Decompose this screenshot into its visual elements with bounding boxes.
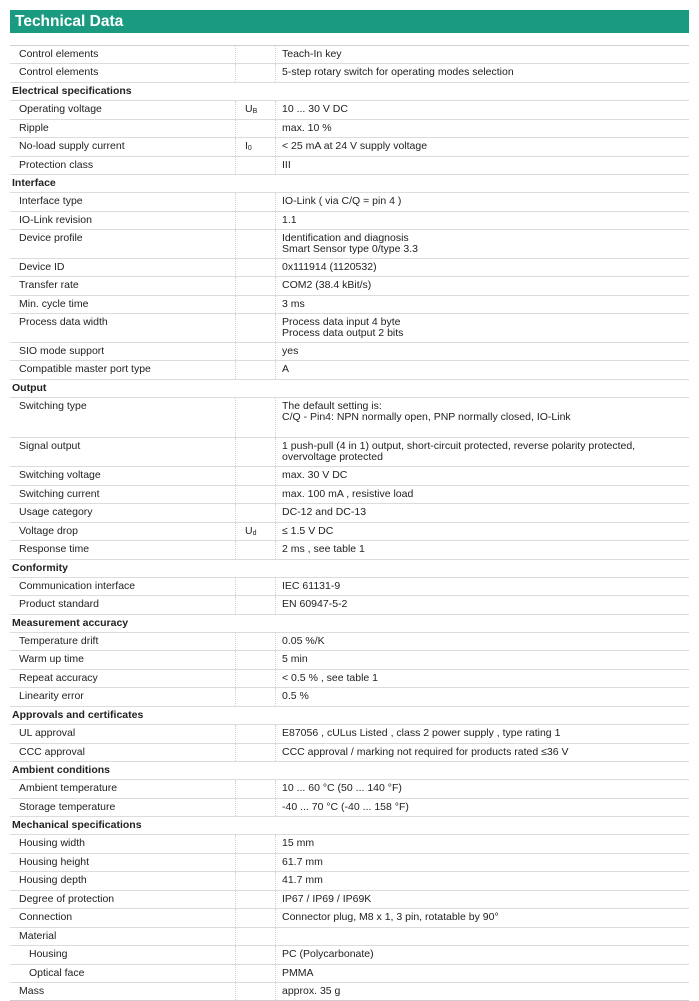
spec-symbol: [236, 138, 276, 156]
spec-value-line: ≤ 1.5 V DC: [282, 525, 334, 537]
spec-row: [10, 296, 689, 314]
spec-symbol: [236, 467, 276, 485]
spec-label: Storage temperature: [10, 799, 236, 816]
spec-value: [276, 725, 689, 743]
spec-label: Material: [10, 928, 236, 945]
section-heading-row: [10, 560, 689, 578]
spec-symbol: [236, 230, 276, 258]
spec-symbol: [236, 101, 276, 119]
spec-row: [10, 651, 689, 670]
spec-row: [10, 780, 689, 799]
spec-value-line: 10 ... 60 °C (50 ... 140 °F): [282, 782, 402, 794]
spec-label: Interface type: [10, 193, 236, 211]
spec-row: [10, 138, 689, 157]
spec-label: SIO mode support: [10, 343, 236, 360]
section-heading-row: [10, 380, 689, 398]
spec-row: [10, 578, 689, 596]
spec-row: [10, 343, 689, 361]
spec-value-line: 0.5 %: [282, 690, 309, 702]
spec-value: [276, 633, 689, 650]
spec-row: [10, 872, 689, 891]
spec-symbol: [236, 835, 276, 853]
section-heading: Mechanical specifications: [12, 819, 142, 831]
section-header-title: Technical Data: [10, 10, 689, 33]
spec-value-line: IEC 61131-9: [282, 580, 341, 592]
spec-value-line: 2 ms , see table 1: [282, 543, 365, 555]
spec-symbol: [236, 799, 276, 816]
spec-value-line: Smart Sensor type 0/type 3.3: [282, 243, 418, 255]
spec-symbol: [236, 523, 276, 540]
spec-value-line: The default setting is:: [282, 400, 382, 412]
spec-value: [276, 928, 689, 945]
spec-symbol: [236, 946, 276, 964]
section-heading-row: [10, 83, 689, 101]
spec-row: [10, 799, 689, 817]
spec-row: [10, 725, 689, 744]
spec-label: Temperature drift: [10, 633, 236, 650]
section-heading: Conformity: [12, 562, 68, 574]
spec-value: [276, 688, 689, 706]
spec-label: Signal output: [10, 438, 236, 466]
spec-value: [276, 983, 689, 1000]
spec-value-line: 1 push-pull (4 in 1) output, short-circuit protected, reverse polarity protected,: [282, 440, 636, 452]
spec-symbol: [236, 157, 276, 174]
spec-row: [10, 486, 689, 504]
section-heading: Approvals and certificates: [12, 709, 144, 721]
spec-symbol: [236, 891, 276, 908]
spec-row: [10, 523, 689, 541]
spec-row: [10, 983, 689, 1000]
spec-value: [276, 651, 689, 669]
spec-label: Housing height: [10, 854, 236, 871]
spec-value-line: E87056 , cULus Listed , class 2 power supply , type rating 1: [282, 727, 561, 739]
spec-symbol: [236, 314, 276, 342]
spec-value-line: PC (Polycarbonate): [282, 948, 374, 960]
section-heading: Ambient conditions: [12, 764, 110, 776]
spec-label: UL approval: [10, 725, 236, 743]
spec-value: [276, 891, 689, 908]
spec-value-line: Process data input 4 byte: [282, 316, 401, 328]
spec-row: [10, 541, 689, 560]
spec-value-line: DC-12 and DC-13: [282, 506, 367, 518]
spec-symbol-main: I: [245, 140, 248, 152]
section-heading-row: [10, 707, 689, 725]
spec-symbol: [236, 670, 276, 687]
spec-symbol: [236, 259, 276, 276]
spec-row: [10, 46, 689, 64]
spec-label: Protection class: [10, 157, 236, 174]
spec-label: Control elements: [10, 64, 236, 82]
spec-value: [276, 64, 689, 82]
spec-symbol: [236, 596, 276, 614]
spec-symbol: [236, 120, 276, 137]
spec-row: [10, 909, 689, 928]
spec-symbol: [236, 46, 276, 63]
spec-value-line: 0.05 %/K: [282, 635, 325, 647]
spec-value: [276, 296, 689, 313]
spec-value: [276, 343, 689, 360]
spec-row: [10, 835, 689, 854]
spec-label: Product standard: [10, 596, 236, 614]
spec-value: [276, 212, 689, 229]
spec-symbol: [236, 688, 276, 706]
spec-value: [276, 157, 689, 174]
spec-value: [276, 467, 689, 485]
section-heading-row: [10, 175, 689, 193]
spec-value: [276, 193, 689, 211]
spec-value: [276, 835, 689, 853]
spec-symbol: [236, 212, 276, 229]
spec-value-line: yes: [282, 345, 299, 357]
spec-label: Transfer rate: [10, 277, 236, 295]
spec-label: Response time: [10, 541, 236, 559]
spec-value-line: 3 ms: [282, 298, 305, 310]
spec-symbol: [236, 398, 276, 437]
spec-symbol: [236, 486, 276, 503]
spec-row: [10, 854, 689, 872]
spec-label: Device ID: [10, 259, 236, 276]
spec-value: [276, 101, 689, 119]
spec-value: [276, 872, 689, 890]
spec-symbol-subscript: B: [252, 108, 258, 115]
spec-symbol: [236, 909, 276, 927]
spec-symbol-subscript: d: [252, 530, 257, 537]
spec-value-line: overvoltage protected: [282, 451, 383, 463]
spec-value-line: 0x111914 (1120532): [282, 261, 377, 273]
spec-value: [276, 120, 689, 137]
spec-value-line: Identification and diagnosis: [282, 232, 409, 244]
spec-label: Control elements: [10, 46, 236, 63]
spec-value-line: COM2 (38.4 kBit/s): [282, 279, 372, 291]
spec-row: [10, 633, 689, 651]
spec-value-line: max. 30 V DC: [282, 469, 348, 481]
spec-label: Optical face: [10, 965, 236, 982]
spec-row: [10, 230, 689, 259]
spec-symbol: [236, 578, 276, 595]
spec-label: CCC approval: [10, 744, 236, 761]
spec-value-line: A: [282, 363, 290, 375]
spec-value: [276, 744, 689, 761]
spec-symbol: [236, 343, 276, 360]
spec-label: Communication interface: [10, 578, 236, 595]
spec-row: [10, 157, 689, 175]
spec-value-line: PMMA: [282, 967, 314, 979]
spec-value: [276, 541, 689, 559]
spec-row: [10, 314, 689, 343]
spec-value: [276, 854, 689, 871]
spec-label: Repeat accuracy: [10, 670, 236, 687]
spec-label: Compatible master port type: [10, 361, 236, 379]
section-heading: Output: [12, 382, 47, 394]
spec-row: [10, 438, 689, 467]
spec-value-line: approx. 35 g: [282, 985, 341, 997]
spec-symbol: [236, 854, 276, 871]
spec-value-line: IP67 / IP69 / IP69K: [282, 893, 372, 905]
spec-symbol: [236, 277, 276, 295]
spec-symbol: [236, 744, 276, 761]
spec-value-line: 1.1: [282, 214, 297, 226]
spec-value: [276, 398, 689, 437]
spec-label: Process data width: [10, 314, 236, 342]
spec-label: Switching type: [10, 398, 236, 437]
spec-value: [276, 504, 689, 522]
spec-symbol: [236, 780, 276, 798]
spec-value-line: max. 100 mA , resistive load: [282, 488, 414, 500]
spec-label: Linearity error: [10, 688, 236, 706]
spec-label: Housing width: [10, 835, 236, 853]
spec-value-line: IO-Link ( via C/Q = pin 4 ): [282, 195, 402, 207]
spec-value-line: < 0.5 % , see table 1: [282, 672, 379, 684]
spec-value: [276, 780, 689, 798]
spec-value-line: Process data output 2 bits: [282, 327, 404, 339]
spec-row: [10, 64, 689, 83]
spec-symbol: [236, 296, 276, 313]
spec-symbol: [236, 438, 276, 466]
spec-row: [10, 277, 689, 296]
spec-label: No-load supply current: [10, 138, 236, 156]
spec-symbol: [236, 872, 276, 890]
spec-symbol: [236, 633, 276, 650]
spec-symbol: [236, 193, 276, 211]
spec-row: [10, 670, 689, 688]
spec-label: Usage category: [10, 504, 236, 522]
spec-row: [10, 212, 689, 230]
spec-row: [10, 120, 689, 138]
spec-label: Min. cycle time: [10, 296, 236, 313]
spec-value-line: Connector plug, M8 x 1, 3 pin, rotatable by 90°: [282, 911, 499, 923]
spec-label: Switching voltage: [10, 467, 236, 485]
spec-row: [10, 467, 689, 486]
spec-value: [276, 138, 689, 156]
spec-row: [10, 928, 689, 946]
spec-row: [10, 259, 689, 277]
spec-value: [276, 486, 689, 503]
spec-symbol: [236, 361, 276, 379]
spec-symbol: [236, 541, 276, 559]
spec-label: Housing: [10, 946, 236, 964]
spec-value: [276, 523, 689, 540]
spec-symbol: [236, 725, 276, 743]
section-heading: Measurement accuracy: [12, 617, 129, 629]
spec-row: [10, 688, 689, 707]
spec-symbol: [236, 64, 276, 82]
section-heading-row: [10, 615, 689, 633]
spec-label: Voltage drop: [10, 523, 236, 540]
spec-label: Ripple: [10, 120, 236, 137]
spec-value: [276, 361, 689, 379]
spec-symbol: [236, 983, 276, 1000]
spec-value: [276, 946, 689, 964]
spec-value: [276, 46, 689, 63]
spec-label: Degree of protection: [10, 891, 236, 908]
spec-value-line: 61.7 mm: [282, 856, 323, 868]
spec-value-line: 5-step rotary switch for operating modes selection: [282, 66, 514, 78]
spec-label: Switching current: [10, 486, 236, 503]
spec-label: IO-Link revision: [10, 212, 236, 229]
spec-value-line: CCC approval / marking not required for products rated ≤36 V: [282, 746, 569, 758]
spec-symbol: [236, 651, 276, 669]
section-heading-row: [10, 817, 689, 835]
spec-value: [276, 230, 689, 258]
spec-table: [10, 45, 689, 1001]
spec-symbol: [236, 504, 276, 522]
spec-label: Ambient temperature: [10, 780, 236, 798]
spec-row: [10, 504, 689, 523]
spec-value: [276, 277, 689, 295]
section-heading: Electrical specifications: [12, 85, 132, 97]
spec-value: [276, 965, 689, 982]
spec-label: Operating voltage: [10, 101, 236, 119]
spec-value: [276, 799, 689, 816]
spec-symbol: [236, 965, 276, 982]
spec-label: Warm up time: [10, 651, 236, 669]
spec-value-line: Teach-In key: [282, 48, 342, 60]
spec-value-line: < 25 mA at 24 V supply voltage: [282, 140, 428, 152]
spec-value: [276, 314, 689, 342]
spec-value-line: 41.7 mm: [282, 874, 323, 886]
section-heading-row: [10, 762, 689, 780]
spec-row: [10, 596, 689, 615]
spec-value: [276, 670, 689, 687]
spec-value-line: C/Q - Pin4: NPN normally open, PNP normally closed, IO-Link: [282, 411, 571, 423]
spec-row: [10, 744, 689, 762]
spec-value-line: 10 ... 30 V DC: [282, 103, 348, 115]
spec-label: Device profile: [10, 230, 236, 258]
spec-value-line: 5 min: [282, 653, 308, 665]
spec-row: [10, 946, 689, 965]
spec-value: [276, 596, 689, 614]
spec-row: [10, 398, 689, 438]
spec-row: [10, 361, 689, 380]
spec-value: [276, 578, 689, 595]
spec-row: [10, 193, 689, 212]
spec-value: [276, 909, 689, 927]
spec-label: Connection: [10, 909, 236, 927]
spec-symbol-subscript: 0: [247, 145, 252, 152]
spec-symbol: [236, 928, 276, 945]
spec-label: Mass: [10, 983, 236, 1000]
spec-value-line: -40 ... 70 °C (-40 ... 158 °F): [282, 801, 409, 813]
spec-symbol-main: U: [245, 525, 253, 537]
spec-value: [276, 438, 689, 466]
spec-value-line: III: [282, 159, 291, 171]
spec-row: [10, 965, 689, 983]
spec-value: [276, 259, 689, 276]
spec-label: Housing depth: [10, 872, 236, 890]
section-heading: Interface: [12, 177, 56, 189]
spec-row: [10, 101, 689, 120]
spec-value-line: EN 60947-5-2: [282, 598, 348, 610]
spec-value-line: max. 10 %: [282, 122, 332, 134]
spec-row: [10, 891, 689, 909]
spec-symbol-main: U: [245, 103, 253, 115]
spec-value-line: 15 mm: [282, 837, 315, 849]
